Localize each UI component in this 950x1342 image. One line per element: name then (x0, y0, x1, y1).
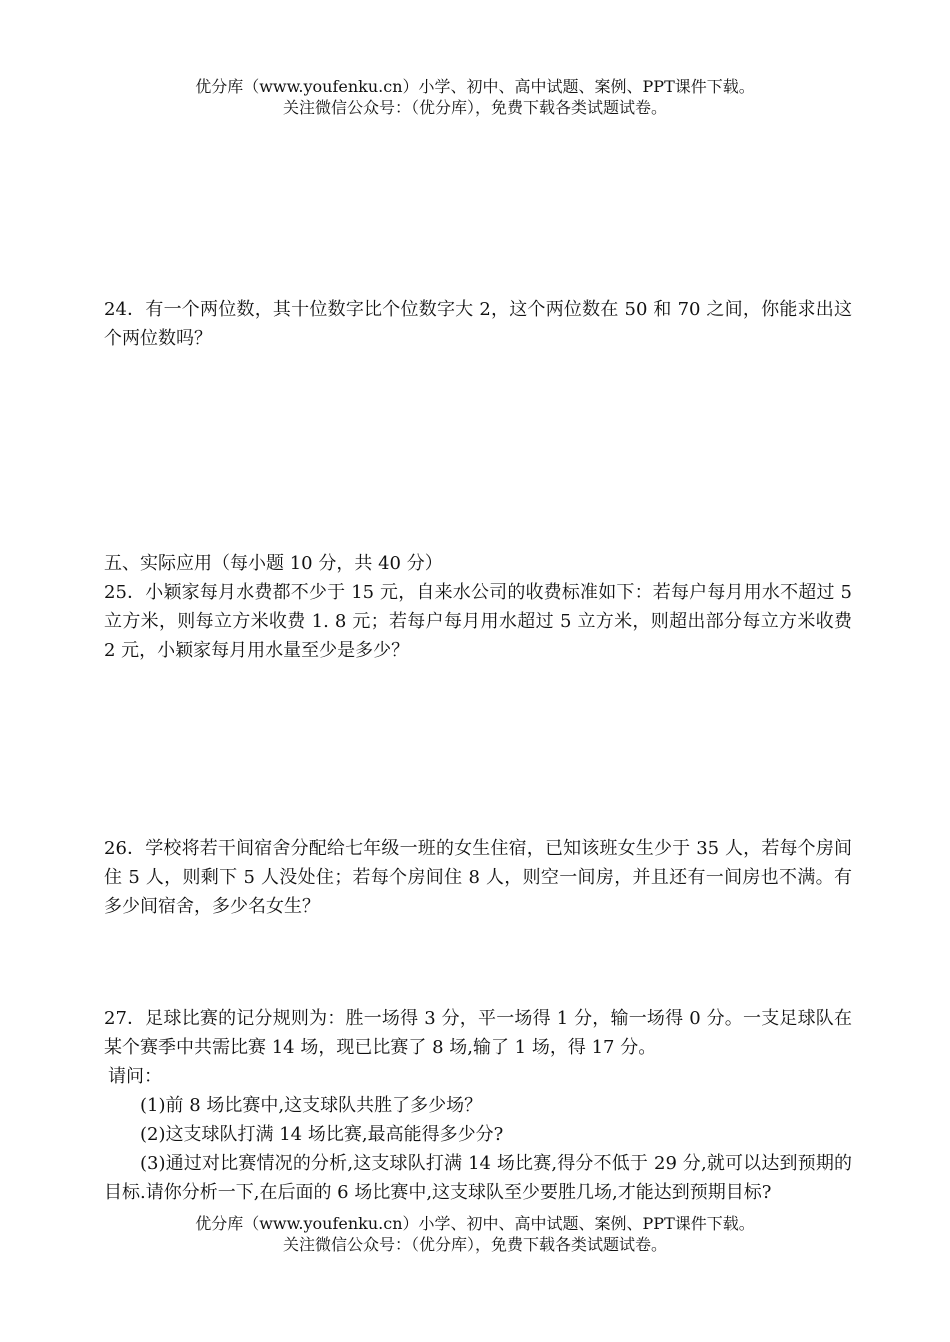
question-24 (104, 295, 852, 353)
question-25-text: 25．小颖家每月水费都不少于 15 元，自来水公司的收费标准如下：若每户每月用水不超过 5 立方米，则每立方米收费 1. 8 元；若每户每月用水超过 5 立方米，则超出部分每立方米收费 2 元，小颖家每月用水量至少是多少？ (104, 582, 852, 661)
question-27-intro: 27．足球比赛的记分规则为：胜一场得 3 分，平一场得 1 分，输一场得 0 分。一支足球队在某个赛季中共需比赛 14 场，现已比赛了 8 场,输了 1 场，得 17 分。 (104, 1008, 852, 1058)
header-line-2: 关注微信公众号：（优分库），免费下载各类试题试卷。 (282, 98, 667, 117)
question-27-sub-3: (3)通过对比赛情况的分析,这支球队打满 14 场比赛,得分不低于 29 分,就可以达到预期的目标.请你分析一下,在后面的 6 场比赛中,这支球队至少要胜几场,才能达到预期目标? (104, 1153, 852, 1203)
footer-line-1: 优分库（www.youfenku.cn）小学、初中、高中试题、案例、PPT课件下载。 (195, 1214, 755, 1233)
section-5-title: 五、实际应用（每小题 10 分，共 40 分） (104, 553, 443, 574)
page-footer (0, 1213, 950, 1255)
question-27-ask: 请问： (108, 1066, 162, 1087)
question-26 (104, 834, 852, 921)
question-27-sub-2: (2)这支球队打满 14 场比赛,最高能得多少分? (140, 1124, 504, 1145)
question-26-text: 26．学校将若干间宿舍分配给七年级一班的女生住宿，已知该班女生少于 35 人，若每个房间住 5 人，则剩下 5 人没处住；若每个房间住 8 人，则空一间房，并且还有一间房也不满。有多少间宿舍，多少名女生？ (104, 838, 852, 917)
section-5 (104, 549, 852, 665)
question-27 (104, 1004, 852, 1207)
footer-line-2: 关注微信公众号：（优分库），免费下载各类试题试卷。 (282, 1235, 667, 1254)
question-27-sub-1: (1)前 8 场比赛中,这支球队共胜了多少场？ (140, 1095, 483, 1116)
page-header (0, 76, 950, 118)
question-24-text: 24．有一个两位数，其十位数字比个位数字大 2，这个两位数在 50 和 70 之间，你能求出这个两位数吗？ (104, 299, 852, 349)
header-line-1: 优分库（www.youfenku.cn）小学、初中、高中试题、案例、PPT课件下载。 (195, 77, 755, 96)
